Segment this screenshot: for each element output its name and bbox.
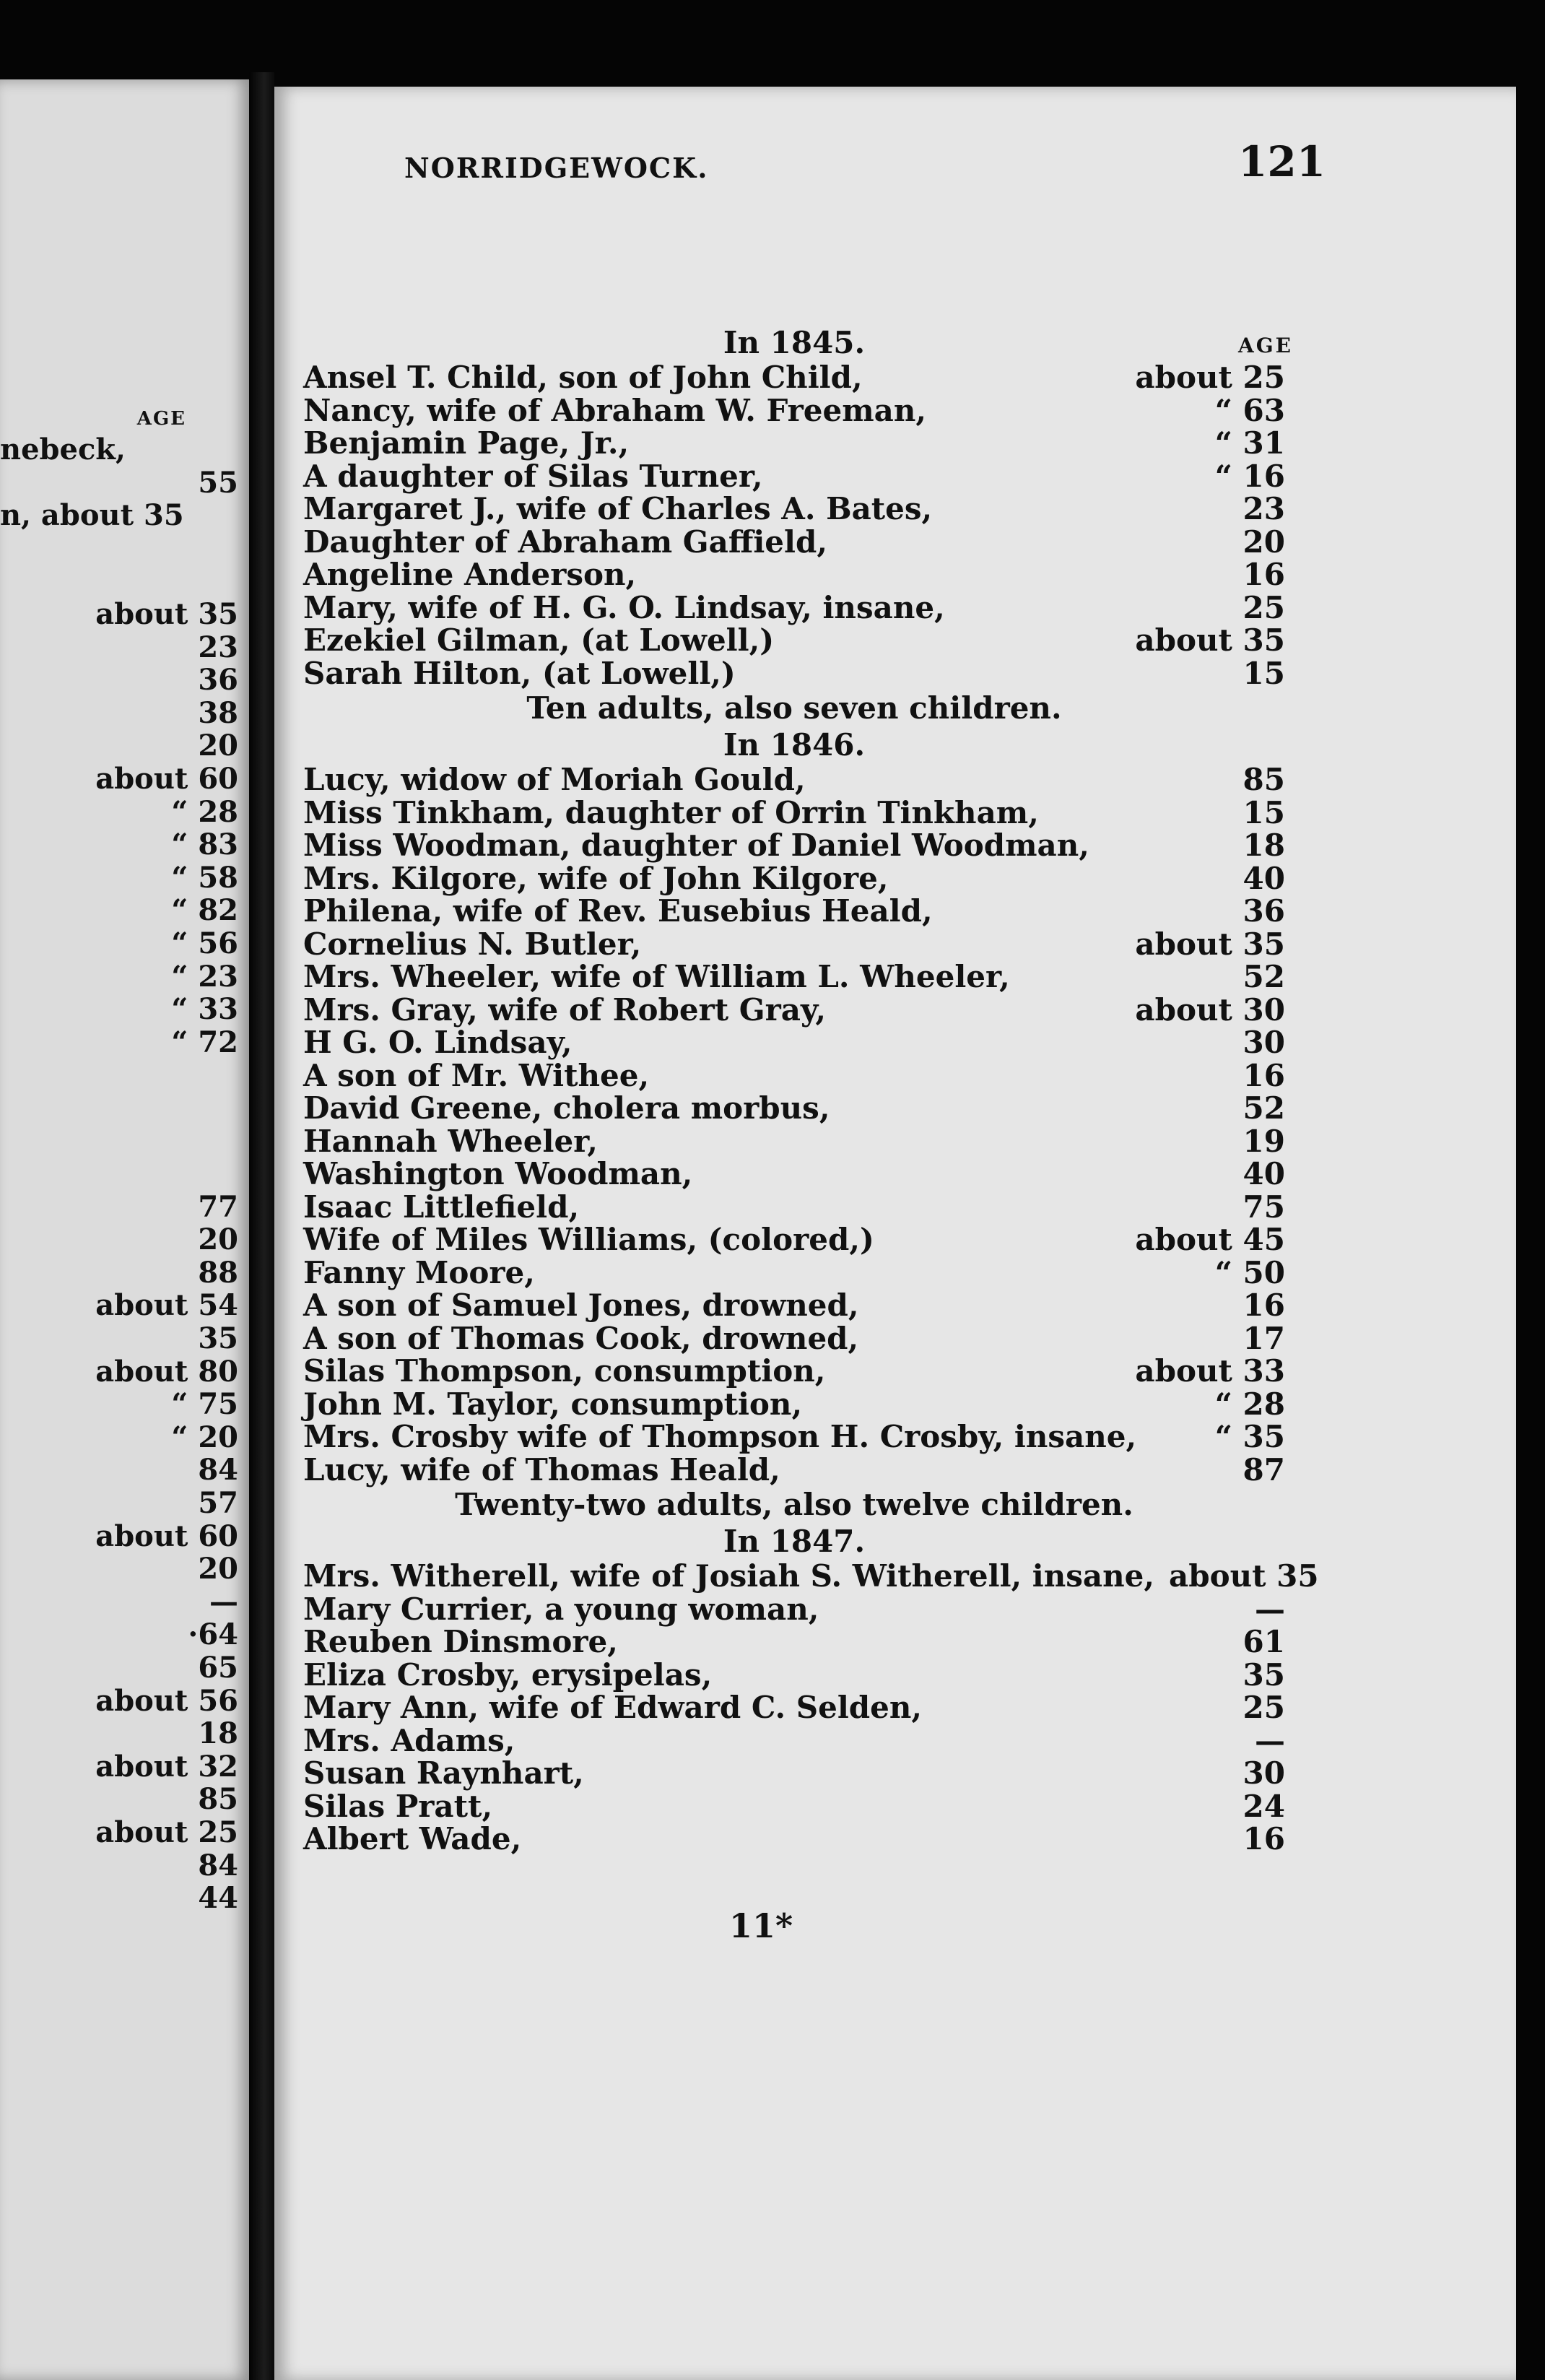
- register-entry: [303, 1420, 1285, 1454]
- left-page-row: 18: [198, 1716, 238, 1751]
- register-entry: [303, 1823, 1285, 1856]
- left-page-row: 85: [198, 1782, 238, 1817]
- register-entry: [303, 1026, 1285, 1059]
- entry-age: 23: [1242, 491, 1285, 526]
- register-entry: [303, 1790, 1285, 1823]
- left-page-row: about 80: [95, 1354, 238, 1389]
- entry-name: Mrs. Kilgore, wife of John Kilgore,: [303, 860, 889, 896]
- register-entry: [303, 492, 1285, 526]
- register-entry: [303, 1625, 1285, 1659]
- entry-age: about 35: [1135, 926, 1285, 962]
- entry-name: Margaret J., wife of Charles A. Bates,: [303, 491, 933, 526]
- entry-age: 52: [1242, 959, 1285, 994]
- register-entry: [303, 1256, 1285, 1290]
- register-entry: [303, 1388, 1285, 1421]
- register-entry: [303, 394, 1285, 427]
- left-page-row: “ 56: [171, 926, 238, 960]
- year-summary: Twenty-two adults, also twelve children.: [455, 1487, 1133, 1522]
- left-page-row: 20: [198, 729, 238, 763]
- entry-name: Eliza Crosby, erysipelas,: [303, 1656, 713, 1693]
- left-page-row: about 32: [95, 1749, 238, 1784]
- left-page-row: 84: [198, 1848, 238, 1882]
- left-page-row: 36: [198, 663, 238, 698]
- entry-age: about 45: [1135, 1222, 1285, 1257]
- left-page-row: about 56: [95, 1683, 238, 1718]
- left-page-row: about 54: [95, 1288, 238, 1323]
- year-heading: In 1847.: [723, 1524, 866, 1559]
- left-page-row: nebeck,: [0, 433, 126, 466]
- entry-age: 30: [1242, 1025, 1285, 1060]
- left-page-row: 35: [198, 1321, 238, 1356]
- entry-age: 30: [1242, 1755, 1285, 1791]
- entry-name: A son of Samuel Jones, drowned,: [303, 1287, 859, 1323]
- entry-age: “ 16: [1214, 458, 1285, 494]
- entry-age: 24: [1242, 1788, 1285, 1824]
- entry-age: 15: [1242, 655, 1285, 691]
- entry-age: “ 63: [1214, 392, 1285, 428]
- entry-name: Benjamin Page, Jr.,: [303, 425, 630, 461]
- entry-name: Cornelius N. Butler,: [303, 926, 642, 962]
- entry-age: 85: [1242, 762, 1285, 797]
- entry-age: 40: [1242, 860, 1285, 896]
- entry-age: 16: [1242, 1287, 1285, 1323]
- left-page-row: “ 23: [171, 959, 238, 994]
- entry-name: Mary Currier, a young woman,: [303, 1591, 819, 1627]
- left-page-row: about 60: [95, 761, 238, 796]
- register-entry: [303, 1558, 1319, 1594]
- running-header: NORRIDGEWOCK.: [404, 152, 709, 184]
- entry-age: 19: [1242, 1123, 1285, 1159]
- left-page-column: [0, 332, 238, 1915]
- entry-name: Susan Raynhart,: [303, 1755, 584, 1791]
- register-entry: [303, 1355, 1285, 1388]
- page-number: 121: [1238, 137, 1326, 186]
- register-entry: [303, 1125, 1285, 1158]
- left-page-row: 57: [198, 1486, 238, 1520]
- entry-age: “ 50: [1214, 1254, 1285, 1290]
- entry-age: 17: [1242, 1320, 1285, 1356]
- entry-name: Mrs. Gray, wife of Robert Gray,: [303, 991, 826, 1028]
- entry-name: Washington Woodman,: [303, 1156, 693, 1191]
- year-summary: Ten adults, also seven children.: [526, 690, 1062, 726]
- register-entry: [303, 829, 1285, 862]
- entry-age: about 33: [1135, 1353, 1285, 1389]
- entry-age: 35: [1242, 1656, 1285, 1693]
- left-page-row: 65: [198, 1650, 238, 1685]
- register-entry: [303, 1724, 1285, 1758]
- entry-age: about 25: [1135, 360, 1285, 395]
- entry-name: Angeline Anderson,: [303, 557, 637, 592]
- entry-name: Albert Wade,: [303, 1821, 522, 1856]
- entry-name: Reuben Dinsmore,: [303, 1624, 618, 1659]
- left-page-row: —: [209, 1584, 238, 1619]
- left-age-heading: AGE: [136, 408, 186, 430]
- register-entry: [303, 796, 1285, 830]
- left-page-row: about 35: [95, 596, 238, 631]
- entry-age: —: [1255, 1591, 1285, 1627]
- entry-name: H G. O. Lindsay,: [303, 1025, 573, 1060]
- entry-name: Mrs. Wheeler, wife of William L. Wheeler,: [303, 959, 1010, 994]
- entry-age: about 35: [1135, 622, 1285, 658]
- left-page-row: “ 83: [171, 828, 238, 862]
- left-page-row: 84: [198, 1453, 238, 1488]
- register-entry: [303, 862, 1285, 895]
- register-entry: [303, 763, 1285, 796]
- entry-age: —: [1255, 1722, 1285, 1758]
- year-heading: In 1846.: [723, 727, 866, 763]
- entry-name: Wife of Miles Williams, (colored,): [303, 1222, 874, 1257]
- register-entry: [303, 1322, 1285, 1355]
- entry-name: Lucy, wife of Thomas Heald,: [303, 1451, 780, 1488]
- age-column-heading: AGE: [1238, 334, 1293, 357]
- entry-age: 16: [1242, 1821, 1285, 1856]
- book-spine: [249, 72, 274, 2380]
- entry-name: Miss Tinkham, daughter of Orrin Tinkham,: [303, 794, 1039, 830]
- left-page-row: 88: [198, 1255, 238, 1290]
- register-entry: [303, 460, 1285, 493]
- entry-name: Mrs. Adams,: [303, 1722, 515, 1758]
- entry-name: A son of Thomas Cook, drowned,: [303, 1320, 859, 1356]
- entry-age: 40: [1242, 1156, 1285, 1191]
- entry-name: Nancy, wife of Abraham W. Freeman,: [303, 392, 927, 428]
- left-page-row: [0, 565, 238, 598]
- register-entry: [303, 991, 1285, 1028]
- entry-name: Miss Woodman, daughter of Daniel Woodman,: [303, 828, 1089, 863]
- entry-name: Fanny Moore,: [303, 1254, 535, 1290]
- register-entry: [303, 361, 1285, 394]
- entry-name: Isaac Littlefield,: [303, 1189, 580, 1225]
- entry-name: A son of Mr. Withee,: [303, 1057, 650, 1093]
- left-page-row: 20: [198, 1552, 238, 1586]
- entry-name: Silas Pratt,: [303, 1788, 493, 1824]
- entry-age: 87: [1242, 1451, 1285, 1488]
- register-entry: [303, 960, 1285, 994]
- entry-age: 18: [1242, 828, 1285, 863]
- left-page-row: about 60: [95, 1519, 238, 1553]
- entry-age: 16: [1242, 557, 1285, 592]
- left-page-row: 23: [198, 630, 238, 664]
- entry-age: 52: [1242, 1090, 1285, 1126]
- entry-name: John M. Taylor, consumption,: [303, 1386, 803, 1422]
- entry-name: Mrs. Crosby wife of Thompson H. Crosby, insane,: [303, 1419, 1137, 1454]
- entry-age: 15: [1242, 794, 1285, 830]
- signature-mark: 11*: [729, 1906, 793, 1945]
- entry-age: 61: [1242, 1624, 1285, 1659]
- register-entry: [303, 591, 1285, 625]
- register-entry: [303, 1451, 1285, 1488]
- left-page-row: [0, 1092, 238, 1125]
- entry-name: Philena, wife of Rev. Eusebius Heald,: [303, 893, 933, 929]
- death-register: [303, 325, 1319, 1856]
- year-heading: In 1845.: [723, 325, 866, 360]
- entry-age: 16: [1242, 1057, 1285, 1093]
- register-entry: [303, 1191, 1285, 1224]
- left-page-row: “ 58: [171, 860, 238, 895]
- left-page-row: “ 82: [171, 893, 238, 928]
- left-page-row: ·64: [188, 1617, 238, 1652]
- register-entry: [303, 1223, 1285, 1256]
- entry-age: 25: [1242, 1690, 1285, 1725]
- entry-name: Ansel T. Child, son of John Child,: [303, 360, 863, 395]
- register-entry: [303, 895, 1285, 928]
- register-entry: [303, 1656, 1285, 1693]
- register-entry: [303, 624, 1285, 657]
- left-page-row: “ 20: [171, 1420, 238, 1454]
- entry-age: 36: [1242, 893, 1285, 929]
- left-page-row: 77: [198, 1189, 238, 1224]
- left-page-row: “ 28: [171, 794, 238, 829]
- register-entry: [303, 1059, 1285, 1093]
- left-page-row: “ 33: [171, 992, 238, 1027]
- register-entry: [303, 1289, 1285, 1322]
- entry-name: Mary Ann, wife of Edward C. Selden,: [303, 1690, 923, 1725]
- entry-age: 75: [1242, 1189, 1285, 1225]
- entry-name: Silas Thompson, consumption,: [303, 1353, 826, 1389]
- entry-name: A daughter of Silas Turner,: [303, 458, 763, 494]
- entry-name: Lucy, widow of Moriah Gould,: [303, 762, 806, 797]
- register-entry: [303, 1593, 1285, 1626]
- entry-name: Daughter of Abraham Gaffield,: [303, 524, 827, 560]
- entry-age: about 35: [1169, 1558, 1319, 1594]
- entry-name: Mary, wife of H. G. O. Lindsay, insane,: [303, 589, 945, 625]
- left-page-row: 20: [198, 1222, 238, 1257]
- entry-age: “ 28: [1214, 1386, 1285, 1422]
- register-entry: [303, 1691, 1285, 1724]
- entry-name: Sarah Hilton, (at Lowell,): [303, 655, 736, 691]
- register-entry: [303, 1757, 1285, 1790]
- register-entry: [303, 558, 1285, 591]
- entry-age: “ 35: [1214, 1419, 1285, 1454]
- register-entry: [303, 657, 1285, 690]
- left-page-row: n, about 35: [0, 498, 184, 533]
- entry-name: Hannah Wheeler,: [303, 1123, 598, 1159]
- left-page-row: “ 72: [171, 1025, 238, 1059]
- entry-age: 25: [1242, 589, 1285, 625]
- left-page-row: about 25: [95, 1815, 238, 1849]
- left-page-row: 38: [198, 695, 238, 730]
- entry-name: Ezekiel Gilman, (at Lowell,): [303, 622, 775, 658]
- left-page-row: 55: [198, 465, 238, 500]
- entry-name: Mrs. Witherell, wife of Josiah S. Witherell, insane,: [303, 1558, 1154, 1594]
- left-page-row: 44: [198, 1881, 238, 1916]
- left-page: [0, 79, 249, 2380]
- register-entry: [303, 1092, 1285, 1125]
- entry-name: David Greene, cholera morbus,: [303, 1090, 830, 1126]
- left-page-row: [0, 1158, 238, 1191]
- left-page-row: “ 75: [171, 1387, 238, 1422]
- left-page-row: [0, 532, 238, 565]
- left-page-row: [0, 1124, 238, 1158]
- left-page-row: [0, 1059, 238, 1092]
- entry-age: “ 31: [1214, 425, 1285, 461]
- entry-age: about 30: [1135, 991, 1285, 1028]
- register-entry: [303, 1158, 1285, 1191]
- register-entry: [303, 526, 1285, 559]
- entry-age: 20: [1242, 524, 1285, 560]
- register-entry: [303, 928, 1285, 961]
- register-entry: [303, 427, 1285, 460]
